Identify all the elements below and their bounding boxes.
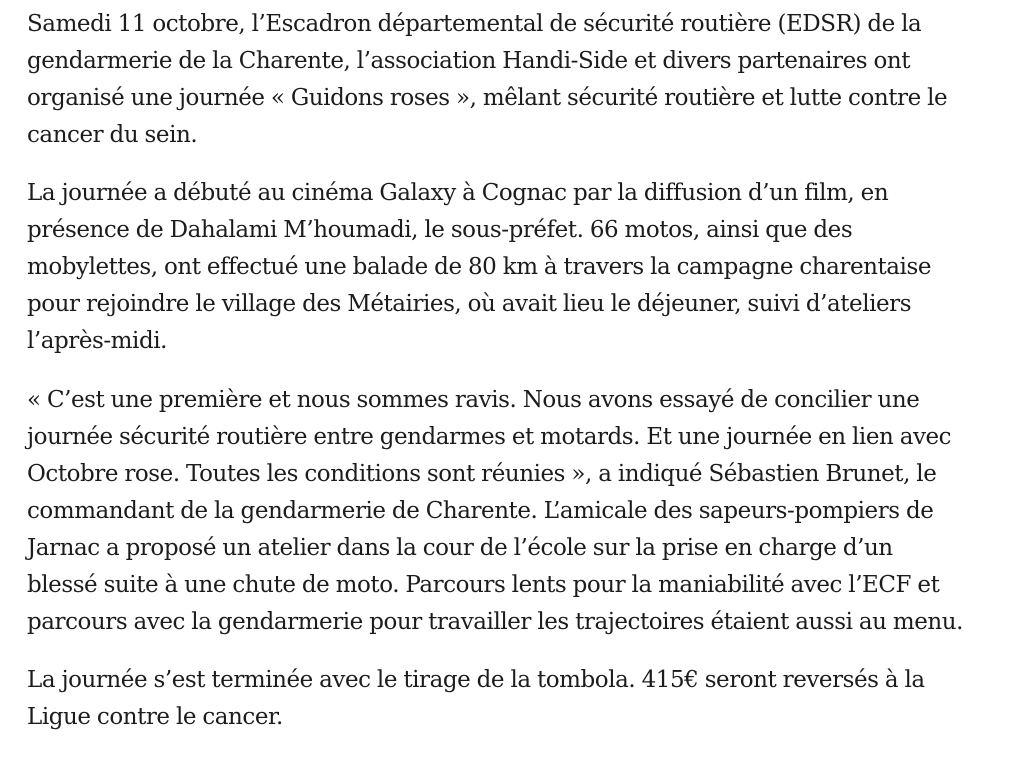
text-line: gendarmerie de la Charente, l’association Handi-Side et divers partenaires ont [27, 47, 911, 74]
article-paragraph [27, 662, 1004, 736]
text-line: organisé une journée « Guidons roses », mêlant sécurité routière et lutte contre le [27, 84, 948, 111]
text-line: La journée a débuté au cinéma Galaxy à Cognac par la diffusion d’un film, en [27, 180, 889, 206]
text-line: l’après-midi. [27, 328, 167, 354]
text-line: pour rejoindre le village des Métairies, où avait lieu le déjeuner, suivi d’ateliers [27, 291, 912, 317]
text-line: mobylettes, ont effectué une balade de 80 km à travers la campagne charentaise [27, 254, 931, 280]
text-line: parcours avec la gendarmerie pour travailler les trajectoires étaient aussi au menu. [27, 608, 963, 635]
text-line: présence de Dahalami M’houmadi, le sous-préfet. 66 motos, ainsi que des [27, 217, 853, 243]
text-line: cancer du sein. [27, 121, 198, 148]
article-paragraph [27, 175, 1004, 360]
article-paragraph [27, 0, 1004, 154]
text-line: blessé suite à une chute de moto. Parcours lents pour la maniabilité avec l’ECF et [27, 571, 940, 598]
text-line: Samedi 11 octobre, l’Escadron départemental de sécurité routière (EDSR) de la [27, 10, 922, 37]
text-line: « C’est une première et nous sommes ravis. Nous avons essayé de concilier une [27, 386, 920, 413]
text-line: Ligue contre le cancer. [27, 704, 283, 730]
text-line: Jarnac a proposé un atelier dans la cour de l’école sur la prise en charge d’un [27, 534, 893, 561]
text-line: journée sécurité routière entre gendarmes et motards. Et une journée en lien avec [27, 423, 952, 450]
article-quote-paragraph [27, 382, 1004, 641]
text-line: commandant de la gendarmerie de Charente. L’amicale des sapeurs-pompiers de [27, 497, 934, 524]
text-line: La journée s’est terminée avec le tirage de la tombola. 415€ seront reversés à la [27, 667, 925, 693]
text-line: Octobre rose. Toutes les conditions sont réunies », a indiqué Sébastien Brunet, le [27, 460, 937, 487]
